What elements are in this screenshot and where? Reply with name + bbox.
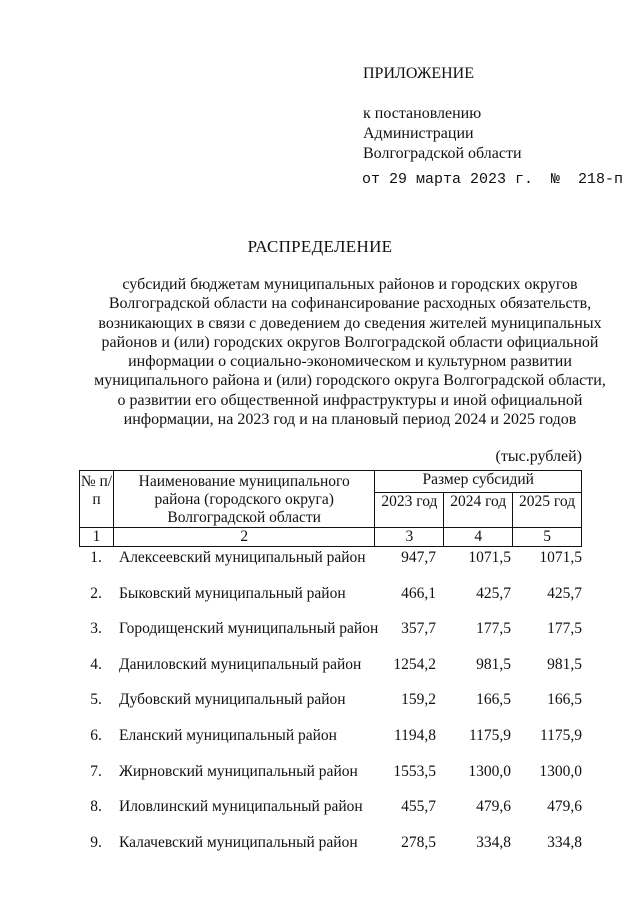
header-name: Наименование муниципального района (городского округа) Волгоградской области [113,471,375,528]
header-year-2025: 2025 год [513,493,582,528]
value-2025: 479,6 [547,798,582,816]
value-2023: 466,1 [401,584,436,602]
units-label: (тыс.рублей) [495,448,582,465]
subtitle-line: о развитии его общественной инфраструктуры и иной официальной [117,391,583,409]
appendix-block [363,64,522,164]
value-2025: 166,5 [547,691,582,709]
header-index: 5 [513,528,582,547]
table-row [79,543,582,579]
header-num: № п/п [80,471,114,528]
row-number: 6. [90,726,102,744]
value-2024: 1300,0 [468,762,511,780]
district-name: Калачевский муниципальный район [119,833,358,851]
district-name: Иловлинский муниципальный район [119,798,363,816]
header-index: 2 [113,528,375,547]
table-row [79,579,582,615]
header-year-2024: 2024 год [444,493,513,528]
value-2023: 278,5 [401,833,436,851]
header-index: 4 [444,528,513,547]
table-row [79,650,582,686]
table-row [79,828,582,864]
header-index: 3 [375,528,444,547]
row-number: 7. [90,762,102,780]
subtitle-line: муниципального района и (или) городского округа Волгоградской области, [94,372,606,390]
subtitle-line: Волгоградской области на софинансирование расходных обязательств, [108,295,592,313]
table-row [79,685,582,721]
district-name: Быковский муниципальный район [119,584,346,602]
value-2023: 1254,2 [393,655,436,673]
value-2025: 177,5 [547,620,582,638]
subtitle-line: районов и (или) городских округов Волгоградской области официальной [101,333,599,351]
value-2024: 166,5 [476,691,511,709]
district-name: Еланский муниципальный район [119,726,337,744]
value-2023: 1194,8 [393,726,436,744]
district-name: Алексеевский муниципальный район [119,549,366,566]
row-number: 1. [90,549,102,566]
value-2025: 1175,9 [539,726,582,744]
distribution-table-header [79,470,582,547]
value-2024: 1071,5 [468,549,511,566]
value-2025: 1071,5 [539,549,582,566]
value-2023: 159,2 [401,691,436,709]
value-2023: 455,7 [401,798,436,816]
district-name: Городищенский муниципальный район [119,620,379,638]
row-number: 8. [90,798,102,816]
value-2025: 1300,0 [539,762,582,780]
district-name: Жирновский муниципальный район [119,762,358,780]
appendix-title: ПРИЛОЖЕНИЕ [363,65,475,82]
header-index: 1 [80,528,114,547]
table-row [79,614,582,650]
subtitle-line: информации, на 2023 год и на плановый период 2024 и 2025 годов [123,411,577,429]
table-row [79,757,582,793]
value-2025: 334,8 [547,833,582,851]
value-2025: 981,5 [547,655,582,673]
value-2024: 1175,9 [468,726,511,744]
row-number: 2. [90,584,102,602]
value-2024: 177,5 [476,620,511,638]
table-row [79,792,582,828]
table-row [79,721,582,757]
spacer [363,84,522,104]
row-number: 9. [90,833,102,851]
document-title: РАСПРЕДЕЛЕНИЕ [247,237,393,256]
row-number: 5. [90,691,102,709]
district-name: Дубовский муниципальный район [119,691,346,709]
subtitle-line: возникающих в связи с доведением до сведения жителей муниципальных [98,314,602,332]
document-subtitle [60,275,640,429]
appendix-line: Волгоградской области [363,145,522,162]
value-2024: 334,8 [476,833,511,851]
subtitle-line: субсидий бюджетам муниципальных районов и городских округов [122,276,578,293]
appendix-line: Администрации [363,125,474,142]
value-2024: 981,5 [476,655,511,673]
value-2024: 425,7 [476,584,511,602]
header-year-2023: 2023 год [375,493,444,528]
value-2023: 1553,5 [393,762,436,780]
appendix-line: к постановлению [363,105,482,122]
table-body [79,543,582,863]
value-2023: 357,7 [401,620,436,638]
district-name: Даниловский муниципальный район [119,655,362,673]
value-2025: 425,7 [547,584,582,602]
value-2024: 479,6 [476,798,511,816]
subtitle-line: информации о социально-экономическом и культурном развитии [128,353,572,371]
value-2023: 947,7 [401,549,436,566]
row-number: 4. [90,655,102,673]
header-group: Размер субсидий [375,471,582,493]
decree-reference: от 29 марта 2023 г. № 218-п [362,171,624,188]
row-number: 3. [90,620,102,638]
